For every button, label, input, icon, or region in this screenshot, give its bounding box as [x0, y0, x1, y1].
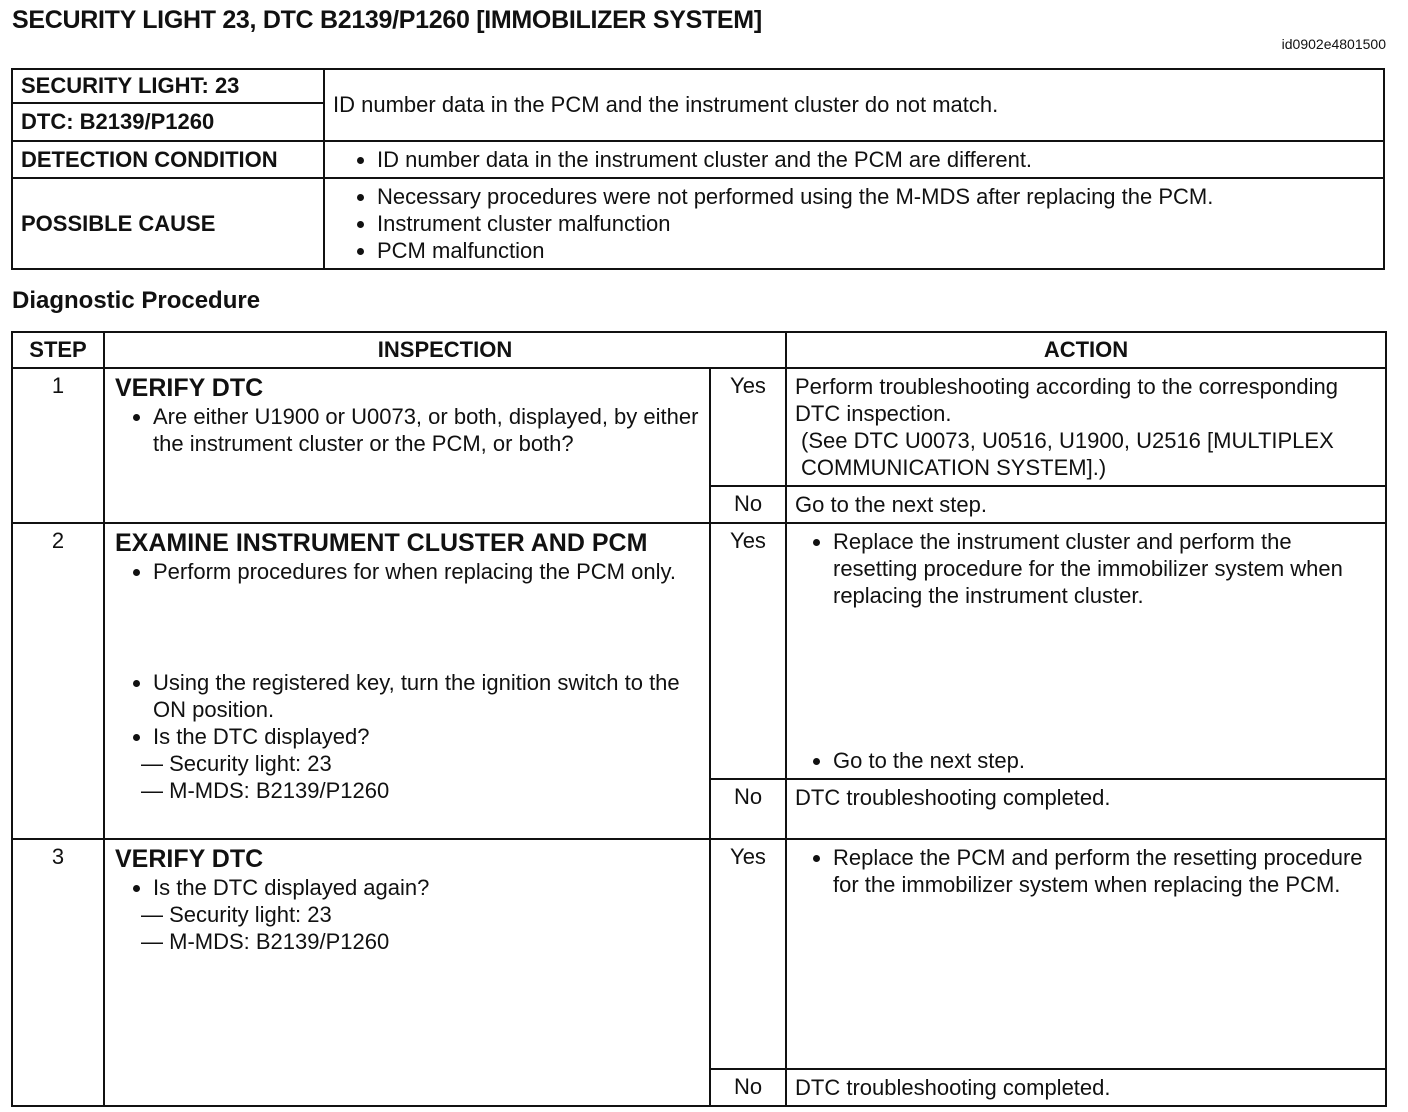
yes-label: Yes — [710, 839, 786, 1069]
step-inspection — [104, 523, 710, 839]
yes-action — [786, 523, 1386, 779]
page-title: SECURITY LIGHT 23, DTC B2139/P1260 [IMMOBILIZER SYSTEM] — [12, 6, 762, 34]
list-item: • Perform procedures for when replacing the PCM only. — [153, 558, 701, 585]
list-item: • Is the DTC displayed? — [153, 723, 701, 750]
possible-cause-label: POSSIBLE CAUSE — [12, 178, 324, 269]
list-item: • Replace the PCM and perform the resetting procedure for the immobilizer system when replacing the PCM. — [833, 844, 1377, 898]
yes-label: Yes — [710, 523, 786, 779]
section-title: Diagnostic Procedure — [12, 287, 261, 314]
yes-action — [786, 368, 1386, 486]
action-text: Perform troubleshooting according to the corresponding DTC inspection. — [795, 374, 1338, 426]
procedure-table — [11, 331, 1387, 1107]
security-light-label: SECURITY LIGHT: 23 — [12, 69, 324, 103]
list-item: • Is the DTC displayed again? — [153, 874, 701, 901]
detection-condition-label: DETECTION CONDITION — [12, 141, 324, 178]
yes-label: Yes — [710, 368, 786, 486]
step-number: 2 — [12, 523, 104, 839]
sub-item: — Security light: 23 — [141, 751, 332, 776]
list-item: • Necessary procedures were not performed using the M-MDS after replacing the PCM. — [377, 183, 1375, 210]
yes-action — [786, 839, 1386, 1069]
list-item: • Instrument cluster malfunction — [377, 210, 1375, 237]
header-inspection: INSPECTION — [104, 332, 786, 368]
step-title: VERIFY DTC — [115, 374, 264, 402]
step-inspection — [104, 368, 710, 523]
no-action: Go to the next step. — [786, 486, 1386, 523]
action-reference: (See DTC U0073, U0516, U1900, U2516 [MULTIPLEX COMMUNICATION SYSTEM].) — [801, 428, 1334, 480]
table-row — [12, 368, 1386, 486]
no-label: No — [710, 779, 786, 839]
no-label: No — [710, 1069, 786, 1106]
header-action: ACTION — [786, 332, 1386, 368]
list-item: • PCM malfunction — [377, 237, 1375, 264]
no-label: No — [710, 486, 786, 523]
document-id: id0902e4801500 — [1281, 36, 1386, 52]
sub-item: — Security light: 23 — [141, 902, 332, 927]
step-number: 1 — [12, 368, 104, 523]
header-step: STEP — [12, 332, 104, 368]
summary-table — [11, 68, 1385, 270]
no-action: DTC troubleshooting completed. — [786, 779, 1386, 839]
list-item: • Go to the next step. — [833, 747, 1377, 774]
sub-item: — M-MDS: B2139/P1260 — [141, 929, 390, 954]
list-item: • Are either U1900 or U0073, or both, displayed, by either the instrument cluster or the PCM, or both? — [153, 403, 701, 457]
table-row — [12, 839, 1386, 1069]
step-number: 3 — [12, 839, 104, 1106]
detection-condition-value — [324, 141, 1384, 178]
sub-item: — M-MDS: B2139/P1260 — [141, 778, 390, 803]
step-title: VERIFY DTC — [115, 845, 264, 873]
summary-description: ID number data in the PCM and the instrument cluster do not match. — [324, 69, 1384, 141]
step-inspection — [104, 839, 710, 1106]
dtc-label: DTC: B2139/P1260 — [12, 103, 324, 141]
list-item: • Using the registered key, turn the ignition switch to the ON position. — [153, 669, 701, 723]
table-row — [12, 523, 1386, 779]
no-action: DTC troubleshooting completed. — [786, 1069, 1386, 1106]
step-title: EXAMINE INSTRUMENT CLUSTER AND PCM — [115, 529, 648, 557]
list-item: • ID number data in the instrument cluster and the PCM are different. — [377, 146, 1375, 173]
possible-cause-value — [324, 178, 1384, 269]
list-item: • Replace the instrument cluster and perform the resetting procedure for the immobilizer system when replacing the instrument cluster. — [833, 528, 1377, 609]
